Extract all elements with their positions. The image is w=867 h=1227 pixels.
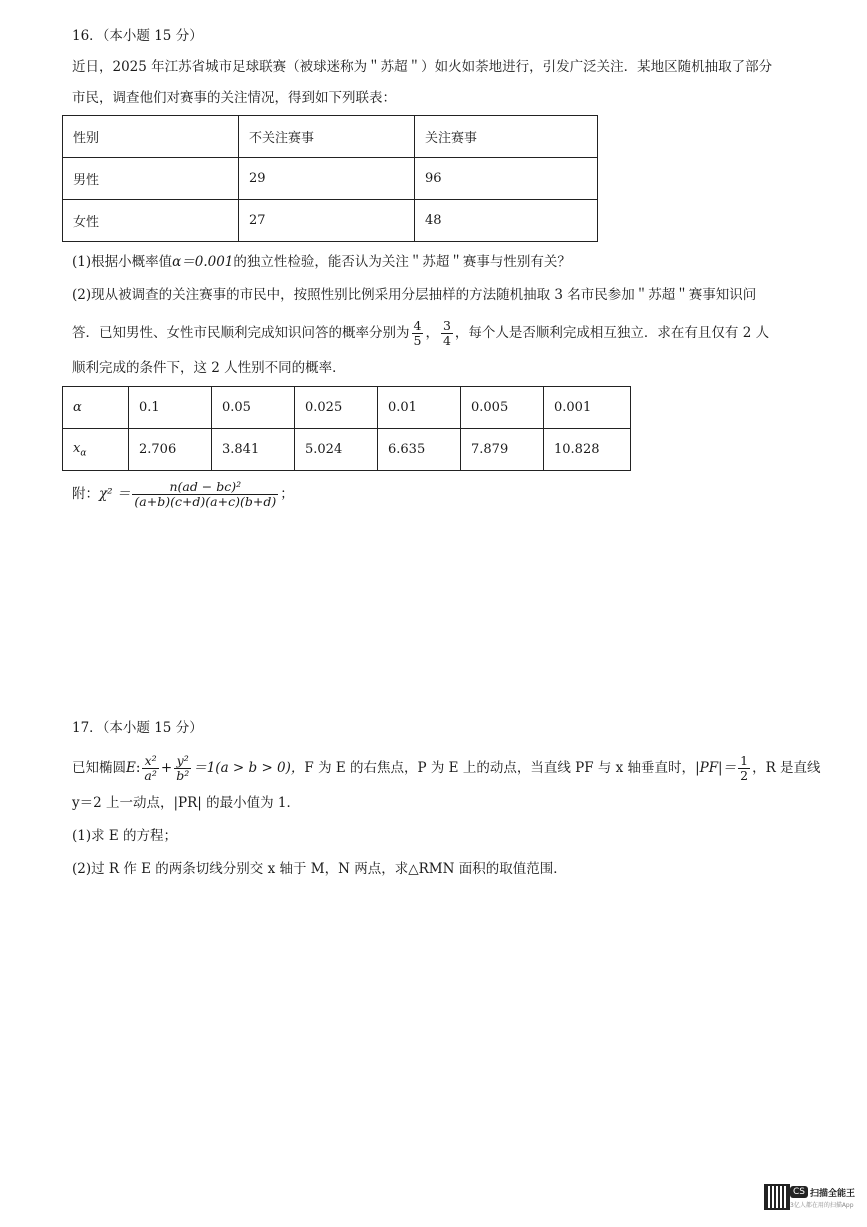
table-cell: 0.005 — [461, 387, 544, 429]
ellipse-y-term: $\frac{\text{y²}}{\text{b²}}$ — [176, 753, 190, 783]
table-cell: 0.05 — [212, 387, 295, 429]
x-label-cell: $x_\alpha$ — [63, 429, 129, 471]
table-row — [63, 387, 631, 429]
scanner-brand: 扫描全能王 — [810, 1189, 856, 1199]
table-cell: 29 — [239, 158, 415, 200]
q16-part1 — [72, 252, 571, 272]
table-cell: 男性 — [63, 158, 239, 200]
table-cell: 96 — [415, 158, 598, 200]
fraction-one-half: $\frac{1}{2}$ — [740, 753, 749, 783]
part2-text: 答．已知男性、女性市民顺利完成知识问答的概率分别为 — [72, 325, 410, 341]
table-row — [63, 158, 598, 200]
q17-line1: 已知椭圆E: $\frac{\text{x²}}{\text{a²}}$ + $\frac{\text{y²}}{\text{b²}}$ ＝1(a > b > 0)，F 为 E 的右焦点，P 为 E 上的动点，当直线 PF 与 x 轴垂直时，|PF|＝ $\frac{1}{2}$ ，R 是直线 — [72, 753, 821, 783]
critical-value-table — [62, 386, 631, 471]
q16-part2-line3: 顺利完成的条件下，这 2 人性别不同的概率． — [72, 360, 346, 376]
table-cell: 5.024 — [295, 429, 378, 471]
table-cell: 6.635 — [378, 429, 461, 471]
table-row — [63, 429, 631, 471]
q16-part2-line1: (2)现从被调查的关注赛事的市民中，按照性别比例采用分层抽样的方法随机抽取 3 名市民参加＂苏超＂赛事知识问 — [72, 287, 757, 303]
table-header-cell: 关注赛事 — [415, 116, 598, 158]
table-cell: 10.828 — [544, 429, 631, 471]
q17-line2: y＝2 上一动点，|PR| 的最小值为 1． — [72, 795, 301, 811]
table-cell: 0.01 — [378, 387, 461, 429]
table-cell: 2.706 — [129, 429, 212, 471]
table-row — [63, 116, 598, 158]
table-header-cell: 不关注赛事 — [239, 116, 415, 158]
formula-lhs: χ² ＝ — [99, 486, 131, 502]
table-header-cell: 性别 — [63, 116, 239, 158]
scanner-tagline: 3亿人都在用的扫描App — [790, 1202, 854, 1209]
q16-intro-line1: 近日，2025 年江苏省城市足球联赛（被球迷称为＂苏超＂）如火如荼地进行，引发广泛关注．某地区随机抽取了部分 — [72, 59, 773, 75]
camscanner-logo-icon: CS — [790, 1186, 808, 1198]
contingency-table — [62, 115, 598, 242]
table-cell: 0.025 — [295, 387, 378, 429]
part2-text-end: ，每个人是否顺利完成相互独立．求在有且仅有 2 人 — [454, 325, 770, 341]
table-cell: 0.1 — [129, 387, 212, 429]
qr-code-icon — [764, 1184, 790, 1210]
table-row — [63, 200, 598, 242]
table-cell: 女性 — [63, 200, 239, 242]
fraction-four-fifths: $\frac{4}{5}$ — [413, 318, 422, 348]
q17-header: 17．（本小题 15 分） — [72, 720, 203, 736]
formula-fraction: $\frac{\text{n(ad − bc)²}}{(a+b)(c+d)(a+c)(b+d)}$ — [134, 479, 277, 509]
q17-part1: (1)求 E 的方程； — [72, 828, 178, 844]
fraction-three-quarters: $\frac{3}{4}$ — [442, 318, 451, 348]
chi-square-formula: 附：χ² ＝ $\frac{\text{n(ad − bc)²}}{(a+b)(c+d)(a+c)(b+d)}$ ； — [72, 479, 294, 509]
alpha-value: α＝0.001 — [172, 254, 234, 270]
table-cell: 7.879 — [461, 429, 544, 471]
q16-part2-line2: 答．已知男性、女性市民顺利完成知识问答的概率分别为 $\frac{4}{5}$ ， $\frac{3}{4}$ ，每个人是否顺利完成相互独立．求在有且仅有 2 人 — [72, 318, 770, 348]
q16-intro-line2: 市民，调查他们对赛事的关注情况，得到如下列联表： — [72, 90, 396, 106]
part1-text: (1)根据小概率值 — [72, 254, 173, 270]
alpha-label-cell: α — [63, 387, 129, 429]
part1-text-end: 的独立性检验，能否认为关注＂苏超＂赛事与性别有关？ — [233, 254, 571, 270]
q17-part2: (2)过 R 作 E 的两条切线分别交 x 轴于 M，N 两点，求△RMN 面积的取值范围． — [72, 861, 567, 877]
table-cell: 48 — [415, 200, 598, 242]
ellipse-x-term: $\frac{\text{x²}}{\text{a²}}$ — [144, 753, 157, 783]
q16-header: 16．（本小题 15 分） — [72, 28, 203, 44]
table-cell: 27 — [239, 200, 415, 242]
table-cell: 3.841 — [212, 429, 295, 471]
table-cell: 0.001 — [544, 387, 631, 429]
